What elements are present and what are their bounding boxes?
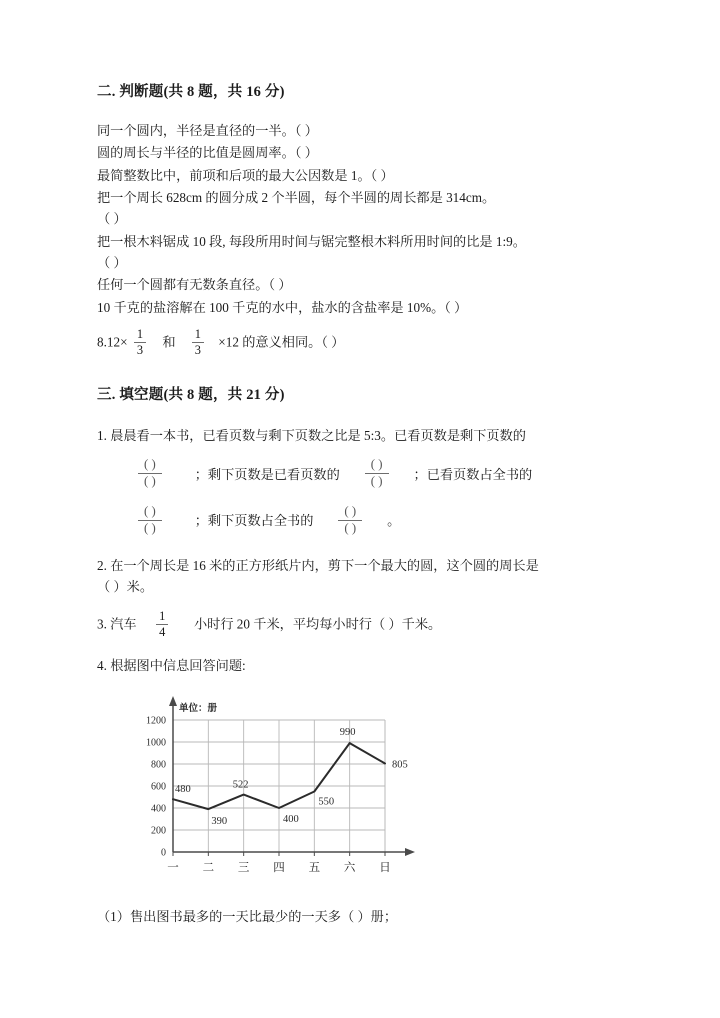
question-item-8 [97, 329, 625, 358]
fill-in-question-1-lead: 1. 晨晨看一本书，已看页数与剩下页数之比是 5:3。已看页数是剩下页数的 [97, 427, 526, 443]
fraction-denominator-blank: ( ) [344, 520, 357, 535]
chart-y-axis-arrow [169, 696, 177, 706]
question-item: 任何一个圆都有无数条直径。（ ） [97, 277, 292, 293]
fill-in-question-2-line1: 2. 在一个周长是 16 米的正方形纸片内，剪下一个最大的圆，这个圆的周长是 [97, 557, 539, 573]
question-number: 8. [97, 334, 107, 350]
chart-point-value-label: 390 [211, 816, 228, 828]
chart-xtick-label: 二 [202, 862, 215, 875]
question-item-continuation: （ ） [97, 255, 127, 270]
question-item: 同一个圆内，半径是直径的一半。（ ） [97, 122, 318, 138]
fill-in-question-2-line2: （ ）米。 [97, 579, 154, 595]
row-a-end-text: ；已看页数占全书的 [413, 466, 533, 482]
question-item: 10 千克的盐溶解在 100 千克的水中，盐水的含盐率是 10%。（ ） [97, 299, 468, 315]
question-text-before: 3. 汽车 [97, 616, 137, 632]
chart-xtick-label: 三 [237, 862, 250, 875]
chart-ytick-label: 400 [151, 803, 166, 815]
row-b-middle-text: ；剩下页数占全书的 [194, 513, 314, 529]
fraction-denominator: 3 [194, 343, 201, 358]
question-item-continuation: （ ） [97, 211, 127, 227]
fill-in-question-4-sub-1: （1）售出图书最多的一天比最少的一天多（ ）册； [97, 909, 398, 925]
fraction-numerator: 1 [192, 328, 204, 343]
chart-ytick-label: 1200 [146, 715, 166, 727]
chart-point-value-label: 400 [283, 814, 299, 826]
fraction-one-quarter [156, 610, 168, 639]
row-b-end-text: 。 [387, 513, 401, 529]
chart-xtick-label: 四 [273, 862, 285, 875]
chart-xtick-label: 六 [343, 862, 356, 875]
chart-ytick-label: 200 [151, 825, 166, 837]
chart-svg-canvas [127, 694, 427, 884]
chart-xtick-label: 日 [379, 862, 391, 875]
chart-ytick-label: 600 [151, 781, 166, 793]
section-heading-true-false: 二. 判断题(共 8 题，共 16 分) [97, 84, 285, 100]
question-text-before: 12× [106, 334, 128, 350]
fraction-numerator-blank: ( ) [365, 458, 389, 473]
chart-point-value-label: 805 [392, 759, 408, 771]
question-item: 把一个周长 628cm 的圆分成 2 个半圆，每个半圆的周长都是 314cm。 [97, 189, 496, 205]
fraction-numerator-blank: ( ) [138, 505, 162, 520]
fraction-one-third [192, 328, 204, 357]
fraction-denominator: 4 [159, 624, 166, 639]
question-item: 把一根木料锯成 10 段, 每段所用时间与锯完整根木料所用时间的比是 1:9。 [97, 233, 526, 249]
fraction-blank [365, 458, 389, 488]
chart-ytick-label: 0 [161, 847, 166, 859]
fill-in-question-1-row-a [97, 459, 625, 489]
book-sales-line-chart [127, 694, 447, 884]
fraction-blank [338, 505, 362, 535]
question-item: 圆的周长与半径的比值是圆周率。（ ） [97, 145, 318, 161]
row-a-middle-text: ；剩下页数是已看页数的 [194, 466, 340, 482]
fill-in-question-4: 4. 根据图中信息回答问题: [97, 657, 246, 673]
fill-in-question-3 [97, 608, 625, 640]
chart-xtick-label: 一 [167, 862, 179, 875]
fraction-one-third [134, 328, 146, 357]
true-false-question-list [97, 120, 625, 318]
chart-point-value-label: 480 [175, 784, 191, 796]
fraction-blank [138, 458, 162, 488]
question-item: 最简整数比中，前项和后项的最大公因数是 1。（ ） [97, 167, 394, 183]
chart-x-axis-arrow [405, 848, 415, 856]
fraction-numerator-blank: ( ) [138, 458, 162, 473]
fill-in-question-1-row-b [97, 506, 625, 536]
section-spacer [97, 359, 625, 385]
question-text-after: ×12 的意义相同。（ ） [218, 334, 345, 350]
chart-point-value-label: 550 [318, 796, 335, 808]
chart-xtick-label: 五 [308, 862, 321, 875]
section-heading-fill-in: 三. 填空题(共 8 题，共 21 分) [97, 387, 285, 404]
chart-point-value-label: 990 [339, 727, 356, 739]
chart-ytick-label: 800 [151, 759, 166, 771]
question-text-after: 小时行 20 千米，平均每小时行（ ）千米。 [193, 616, 442, 632]
fraction-numerator: 1 [134, 328, 146, 343]
page-content [97, 82, 625, 928]
fraction-denominator: 3 [136, 343, 144, 358]
chart-unit-label: 单位：册 [179, 703, 218, 715]
fraction-blank [138, 505, 162, 535]
question-text-middle: 和 [162, 334, 176, 350]
chart-point-value-label: 522 [232, 779, 249, 791]
fraction-numerator: 1 [156, 610, 168, 625]
fraction-denominator-blank: ( ) [370, 473, 383, 488]
fraction-numerator-blank: ( ) [338, 505, 362, 520]
chart-ytick-label: 1000 [146, 737, 166, 749]
fraction-denominator-blank: ( ) [144, 520, 156, 535]
fraction-denominator-blank: ( ) [144, 473, 156, 488]
